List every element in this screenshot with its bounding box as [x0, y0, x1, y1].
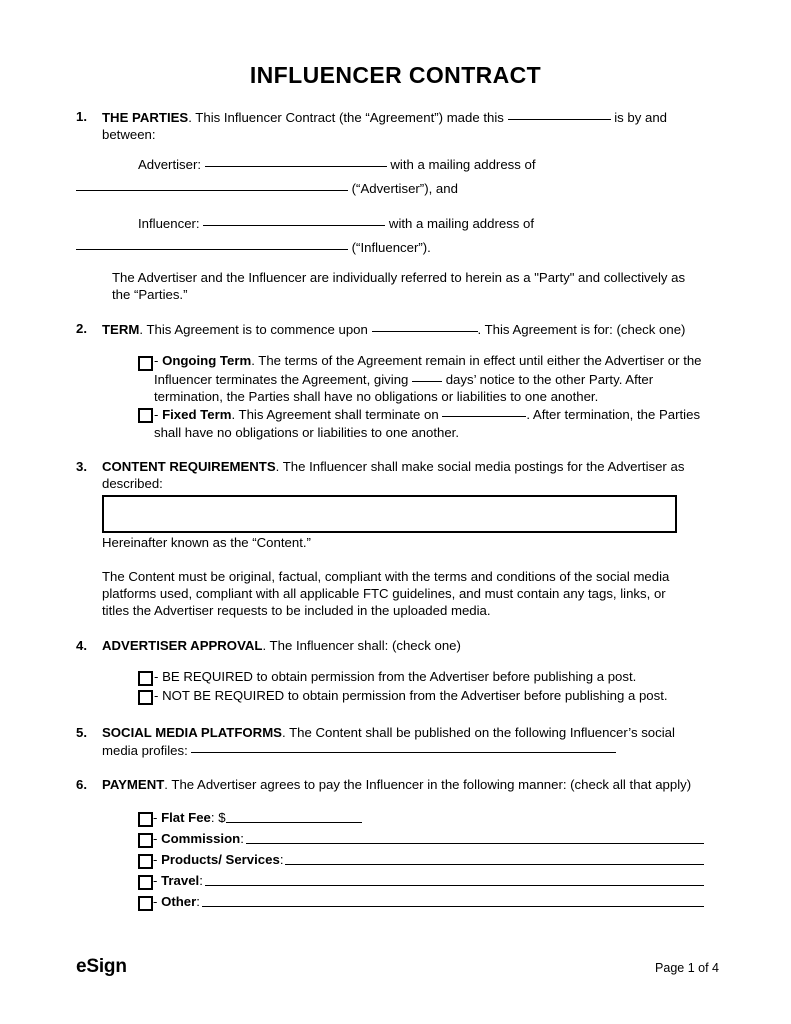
- clause-advertiser-approval: [76, 637, 704, 654]
- content-requirements-text: . The Influencer shall make social media postings for the Advertiser as described:: [102, 458, 685, 492]
- option-text-b: days’ notice to the other Party. After termination, the Parties shall have no obligations or liabilities to one another.: [154, 371, 654, 405]
- clause-term: [76, 320, 704, 338]
- advertiser-line2-tail: (“Advertiser”), and: [348, 180, 458, 196]
- clause-text: [102, 724, 704, 760]
- option-label: Other: [161, 893, 197, 909]
- term-options: [138, 352, 704, 440]
- payment-label: [153, 850, 283, 869]
- checkbox-icon[interactable]: [138, 408, 153, 423]
- option-label: BE REQUIRED to obtain permission from the Advertiser before publishing a post.: [162, 669, 637, 685]
- influencer-address-field[interactable]: [76, 236, 348, 250]
- term-commence-date-field[interactable]: [372, 318, 478, 332]
- influencer-address-row: [76, 236, 704, 260]
- checkbox-cell[interactable]: [138, 352, 153, 371]
- option-text: [153, 352, 704, 405]
- option-text-a: . This Agreement shall terminate on: [231, 407, 443, 423]
- clause-heading: CONTENT REQUIREMENTS: [102, 458, 276, 474]
- option-text: [153, 668, 704, 685]
- term-text-a: . This Agreement is to commence upon: [139, 322, 372, 338]
- payment-option-products-services[interactable]: [138, 850, 704, 871]
- checkbox-icon[interactable]: [138, 833, 153, 848]
- checkbox-cell[interactable]: [138, 687, 153, 706]
- payment-text: . The Advertiser agrees to pay the Influencer in the following manner: (check all that apply): [164, 777, 692, 793]
- influencer-line2-tail: (“Influencer”).: [348, 239, 431, 255]
- checkbox-cell[interactable]: [138, 850, 153, 871]
- content-compliance-paragraph: The Content must be original, factual, compliant with the terms and conditions of the social media platforms used, compliant with all applicable FTC guidelines, and must contain any tags, links, or titles the Advertiser requests to be included in the uploaded media.: [102, 568, 670, 619]
- option-text-b: . After termination, the Parties shall have no obligations or liabilities to one another.: [154, 407, 701, 440]
- checkbox-cell[interactable]: [138, 871, 153, 892]
- travel-field[interactable]: [205, 871, 704, 886]
- checkbox-cell[interactable]: [138, 405, 153, 424]
- clause-payment: [76, 776, 704, 793]
- option-suffix: :: [199, 872, 203, 888]
- option-suffix: :: [240, 830, 244, 846]
- option-label: Flat Fee: [161, 809, 211, 825]
- influencer-name-field[interactable]: [203, 212, 385, 226]
- checkbox-icon[interactable]: [138, 812, 153, 827]
- clause-number: 6.: [76, 777, 87, 793]
- clause-number: 4.: [76, 637, 87, 653]
- clause-heading: TERM: [102, 322, 140, 338]
- option-suffix: :: [196, 893, 200, 909]
- influencer-tail: with a mailing address of: [385, 215, 535, 231]
- option-label: Travel: [161, 872, 200, 888]
- advertiser-row: [138, 153, 704, 177]
- checkbox-icon[interactable]: [138, 690, 153, 705]
- clause-text: [102, 458, 704, 493]
- advertiser-approval-text: . The Influencer shall: (check one): [262, 637, 461, 653]
- option-dash: -: [154, 669, 163, 685]
- clause-intro-a: . This Influencer Contract (the “Agreement”) made this: [188, 110, 508, 125]
- payment-label: [153, 829, 244, 848]
- clause-text: [102, 637, 704, 654]
- clause-intro-b: is by and between:: [102, 110, 667, 143]
- checkbox-cell[interactable]: [138, 892, 153, 913]
- payment-option-flat-fee[interactable]: [138, 808, 704, 829]
- clause-number: 2.: [76, 321, 87, 337]
- page-title: INFLUENCER CONTRACT: [249, 62, 542, 88]
- advertiser-name-field[interactable]: [205, 153, 387, 167]
- option-dash: -: [154, 688, 163, 704]
- clause-text: [102, 320, 704, 338]
- option-label: Ongoing Term: [162, 353, 252, 369]
- clause-heading: ADVERTISER APPROVAL: [102, 637, 263, 653]
- option-text: [153, 687, 704, 704]
- checkbox-icon[interactable]: [138, 356, 153, 371]
- termination-date-field[interactable]: [442, 403, 526, 417]
- advertiser-address-row: [76, 177, 704, 201]
- clause-heading: THE PARTIES: [102, 110, 189, 125]
- option-be-required[interactable]: [138, 668, 704, 687]
- notice-days-field[interactable]: [412, 368, 442, 382]
- document-body: [76, 108, 704, 913]
- parties-fields: [138, 153, 704, 260]
- term-text-b: . This Agreement is for: (check one): [477, 322, 686, 338]
- hereinafter-content-note: Hereinafter known as the “Content.”: [102, 534, 311, 550]
- option-dash: -: [154, 353, 163, 369]
- products-services-field[interactable]: [285, 850, 704, 865]
- advertiser-label: Advertiser:: [138, 156, 205, 172]
- payment-label: [153, 892, 200, 911]
- clause-content-requirements: [76, 458, 704, 493]
- clause-number: 5.: [76, 724, 87, 740]
- content-description-box[interactable]: [102, 495, 677, 533]
- option-label: Products/ Services: [161, 851, 280, 867]
- clause-heading: PAYMENT: [102, 777, 165, 793]
- clause-text: [102, 108, 704, 144]
- option-dash: -: [153, 872, 162, 888]
- option-label: NOT BE REQUIRED to obtain permission from the Advertiser before publishing a post.: [162, 688, 668, 704]
- social-media-text: . The Content shall be published on the following Influencer’s social media profiles:: [102, 724, 675, 758]
- option-dash: -: [153, 851, 162, 867]
- page-number: Page 1 of 4: [655, 961, 719, 975]
- checkbox-cell[interactable]: [138, 808, 153, 829]
- payment-option-travel[interactable]: [138, 871, 704, 892]
- agreement-date-field[interactable]: [508, 106, 611, 120]
- checkbox-icon[interactable]: [138, 875, 153, 890]
- clause-social-media-platforms: [76, 724, 704, 760]
- page-footer: [76, 956, 719, 978]
- option-label: Commission: [161, 830, 241, 846]
- payment-options: [138, 808, 704, 913]
- option-ongoing-term[interactable]: [138, 352, 704, 405]
- option-suffix: : $: [210, 809, 226, 825]
- esign-logo: eSign: [76, 956, 127, 977]
- checkbox-icon[interactable]: [138, 854, 153, 869]
- checkbox-icon[interactable]: [138, 896, 153, 911]
- clause-the-parties: [76, 108, 704, 144]
- influencer-row: [138, 212, 704, 236]
- clause-number: 1.: [76, 109, 87, 124]
- checkbox-icon[interactable]: [138, 671, 153, 686]
- checkbox-cell[interactable]: [138, 829, 153, 850]
- clause-number: 3.: [76, 458, 87, 474]
- option-fixed-term[interactable]: [138, 405, 704, 441]
- option-label: Fixed Term: [162, 407, 232, 423]
- option-dash: -: [153, 809, 162, 825]
- commission-field[interactable]: [246, 829, 704, 844]
- influencer-label: Influencer:: [138, 215, 204, 231]
- option-not-be-required[interactable]: [138, 687, 704, 706]
- parties-definition-note: The Advertiser and the Influencer are individually referred to herein as a "Party" and collectively as the “Parties.”: [112, 269, 686, 302]
- clause-text: [102, 776, 704, 793]
- option-text-a: . The terms of the Agreement remain in effect until either the Advertiser or the Influencer terminates the Agreement, giving: [154, 353, 702, 387]
- option-dash: -: [153, 893, 162, 909]
- clause-heading: SOCIAL MEDIA PLATFORMS: [102, 724, 282, 740]
- checkbox-cell[interactable]: [138, 668, 153, 687]
- social-media-profiles-field[interactable]: [191, 739, 616, 753]
- payment-option-other[interactable]: [138, 892, 704, 913]
- advertiser-address-field[interactable]: [76, 177, 348, 191]
- option-text: [153, 405, 704, 441]
- flat-fee-amount-field[interactable]: [226, 808, 362, 823]
- option-dash: -: [154, 407, 163, 423]
- payment-label: [153, 808, 226, 827]
- other-field[interactable]: [202, 892, 704, 907]
- advertiser-tail: with a mailing address of: [386, 156, 536, 172]
- approval-options: [138, 668, 704, 707]
- payment-option-commission[interactable]: [138, 829, 704, 850]
- option-suffix: :: [279, 851, 284, 867]
- payment-label: [153, 871, 203, 890]
- option-dash: -: [153, 830, 162, 846]
